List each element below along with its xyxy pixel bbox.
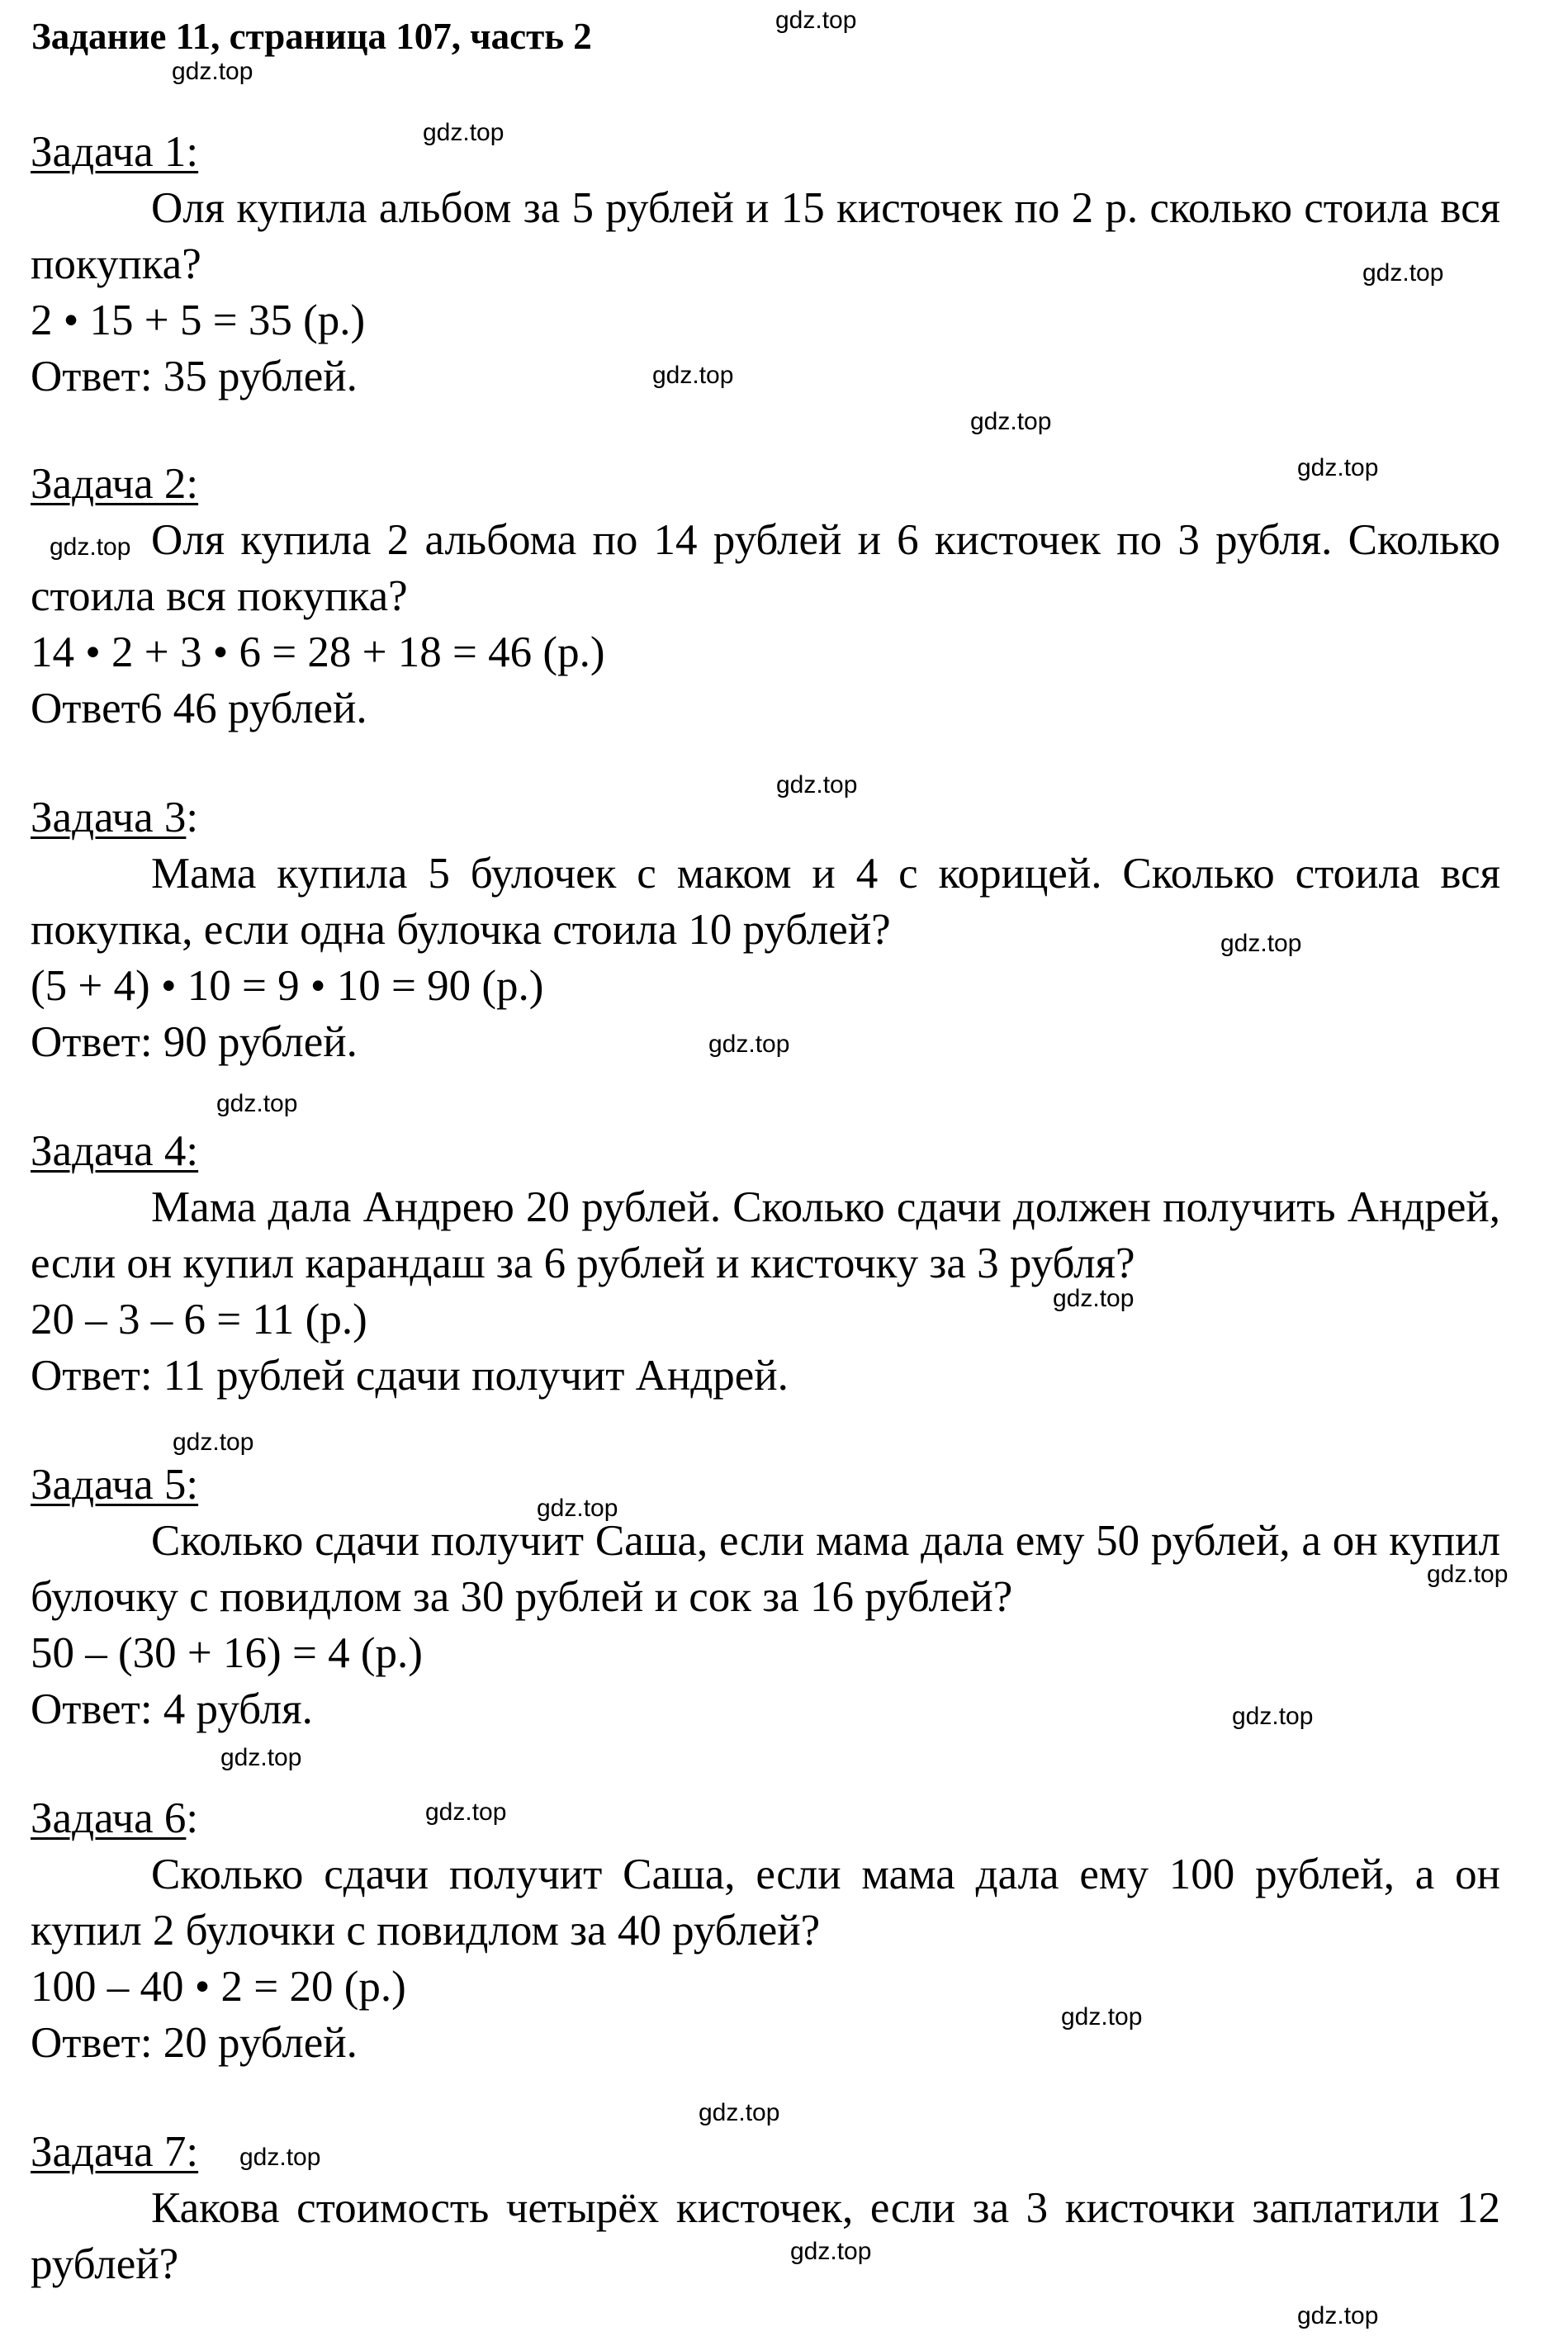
- watermark: gdz.top: [239, 2144, 321, 2171]
- task-question: Сколько сдачи получит Саша, если мама дала ему 100 рублей, а он купил 2 булочки с повидлом за 40 рублей?: [31, 1851, 1500, 1955]
- watermark: gdz.top: [775, 7, 857, 34]
- task-6: [31, 1790, 1500, 2071]
- task-solution: (5 + 4) • 10 = 9 • 10 = 90 (р.): [31, 962, 544, 1010]
- watermark: gdz.top: [1362, 259, 1444, 287]
- watermark: gdz.top: [776, 771, 858, 798]
- watermark: gdz.top: [708, 1031, 790, 1058]
- task-title: [31, 1123, 1500, 1179]
- task-question: Мама купила 5 булочек с маком и 4 с корицей. Сколько стоила вся покупка, если одна булочка стоила 10 рублей?: [31, 850, 1500, 954]
- page-title: Задание 11, страница 107, часть 2: [31, 16, 592, 57]
- task-answer: Ответ: 90 рублей.: [31, 1018, 358, 1066]
- watermark: gdz.top: [652, 362, 734, 389]
- watermark: gdz.top: [970, 408, 1052, 435]
- task-solution: 100 – 40 • 2 = 20 (р.): [31, 1963, 406, 2011]
- watermark: gdz.top: [172, 58, 253, 85]
- task-question: Оля купила альбом за 5 рублей и 15 кисточек по 2 р. сколько стоила вся покупка?: [31, 184, 1500, 288]
- task-answer: Ответ: 4 рубля.: [31, 1685, 313, 1733]
- task-label: Задача 5:: [31, 1461, 199, 1509]
- watermark: gdz.top: [699, 2099, 780, 2126]
- task-title: [31, 124, 1500, 180]
- task-question: Сколько сдачи получит Саша, если мама дала ему 50 рублей, а он купил булочку с повидлом за 30 рублей и сок за 16 рублей?: [31, 1517, 1500, 1621]
- task-label: Задача 6: [31, 1794, 187, 1842]
- task-label-suffix: :: [186, 1794, 199, 1842]
- task-label: Задача 4:: [31, 1127, 199, 1175]
- task-title: [31, 1790, 1500, 1846]
- task-label: Задача 7:: [31, 2128, 199, 2176]
- task-label: Задача 1:: [31, 128, 199, 176]
- watermark: gdz.top: [425, 1798, 507, 1826]
- watermark: gdz.top: [1297, 2302, 1379, 2329]
- task-5: [31, 1457, 1500, 1737]
- task-label-suffix: :: [186, 794, 199, 841]
- watermark: gdz.top: [1427, 1561, 1509, 1588]
- task-label: Задача 2:: [31, 460, 199, 508]
- task-answer: Ответ6 46 рублей.: [31, 685, 367, 732]
- task-answer: Ответ: 35 рублей.: [31, 353, 358, 400]
- task-solution: 2 • 15 + 5 = 35 (р.): [31, 296, 366, 344]
- task-title: [31, 789, 1500, 846]
- task-answer: Ответ: 20 рублей.: [31, 2019, 358, 2067]
- watermark: gdz.top: [220, 1744, 302, 1771]
- task-4: [31, 1123, 1500, 1404]
- task-solution: 14 • 2 + 3 • 6 = 28 + 18 = 46 (р.): [31, 628, 605, 676]
- watermark: gdz.top: [423, 119, 505, 146]
- watermark: gdz.top: [537, 1495, 618, 1522]
- task-title: [31, 456, 1500, 512]
- watermark: gdz.top: [50, 533, 131, 561]
- watermark: gdz.top: [216, 1090, 298, 1117]
- task-question: Оля купила 2 альбома по 14 рублей и 6 кисточек по 3 рубля. Сколько стоила вся покупка?: [31, 516, 1500, 620]
- task-title: [31, 1457, 1500, 1513]
- watermark: gdz.top: [173, 1429, 254, 1456]
- task-question: Мама дала Андрею 20 рублей. Сколько сдачи должен получить Андрей, если он купил карандаш за 6 рублей и кисточку за 3 рубля?: [31, 1183, 1500, 1287]
- watermark: gdz.top: [1053, 1285, 1135, 1312]
- task-answer: Ответ: 11 рублей сдачи получит Андрей.: [31, 1352, 789, 1400]
- task-1: [31, 124, 1500, 405]
- watermark: gdz.top: [1297, 454, 1379, 481]
- watermark: gdz.top: [1061, 2003, 1143, 2031]
- task-question: Какова стоимость четырёх кисточек, если за 3 кисточки заплатили 12 рублей?: [31, 2184, 1500, 2288]
- task-label: Задача 3: [31, 794, 187, 841]
- task-solution: 50 – (30 + 16) = 4 (р.): [31, 1629, 423, 1677]
- watermark: gdz.top: [1232, 1703, 1314, 1730]
- task-2: [31, 456, 1500, 737]
- watermark: gdz.top: [790, 2238, 872, 2265]
- watermark: gdz.top: [1220, 930, 1302, 957]
- task-solution: 20 – 3 – 6 = 11 (р.): [31, 1296, 367, 1343]
